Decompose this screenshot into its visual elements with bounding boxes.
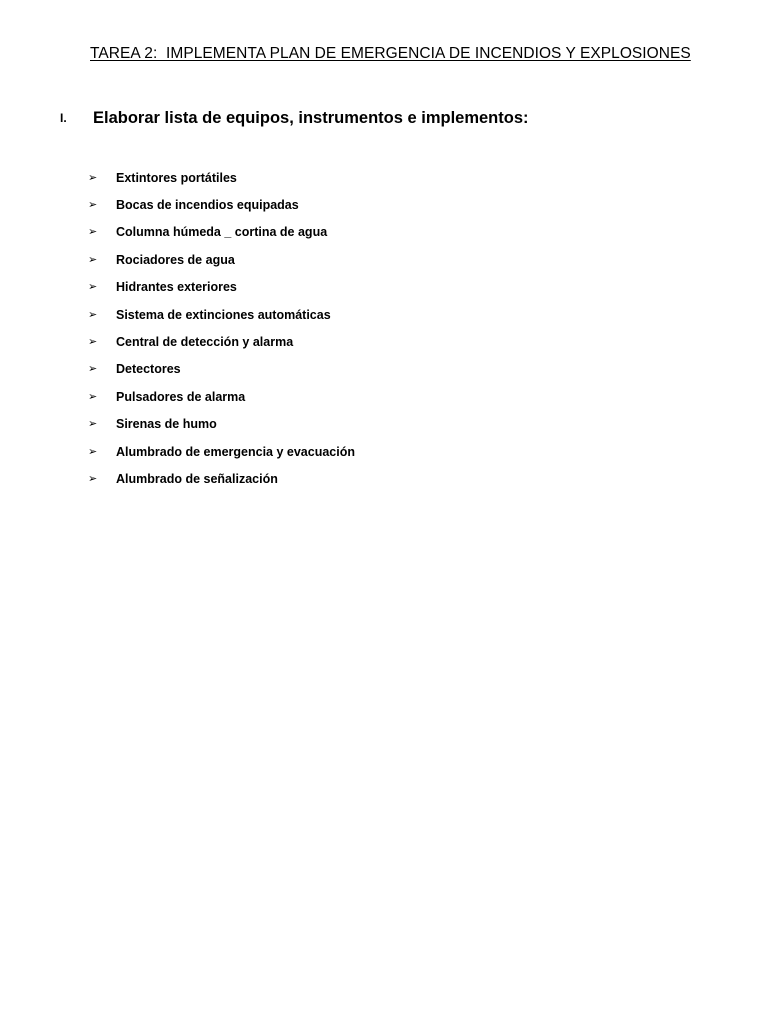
list-item <box>88 219 355 246</box>
document-title: TAREA 2: IMPLEMENTA PLAN DE EMERGENCIA DE INCENDIOS Y EXPLOSIONES <box>90 45 691 62</box>
arrow-bullet-icon: ➢ <box>88 225 98 239</box>
arrow-bullet-icon: ➢ <box>88 471 98 485</box>
list-item <box>88 411 355 438</box>
list-item-label: Hidrantes exteriores <box>116 280 237 295</box>
list-item <box>88 301 355 328</box>
arrow-bullet-icon: ➢ <box>88 389 98 403</box>
arrow-bullet-icon: ➢ <box>88 307 98 321</box>
arrow-bullet-icon: ➢ <box>88 198 98 212</box>
list-item-label: Bocas de incendios equipadas <box>116 198 299 213</box>
list-item-label: Alumbrado de señalización <box>116 471 278 486</box>
arrow-bullet-icon: ➢ <box>88 335 98 349</box>
list-item <box>88 383 355 410</box>
list-item-label: Sirenas de humo <box>116 417 217 432</box>
list-item <box>88 274 355 301</box>
section-heading: Elaborar lista de equipos, instrumentos e implementos: <box>93 109 529 127</box>
list-item-label: Rociadores de agua <box>116 252 235 267</box>
section-number: I. <box>60 111 67 125</box>
list-item <box>88 328 355 355</box>
list-item-label: Pulsadores de alarma <box>116 389 246 404</box>
list-item <box>88 246 355 273</box>
list-item-label: Sistema de extinciones automáticas <box>116 307 331 322</box>
arrow-bullet-icon: ➢ <box>88 444 98 458</box>
arrow-bullet-icon: ➢ <box>88 252 98 266</box>
list-item <box>88 356 355 383</box>
list-item <box>88 465 355 492</box>
list-item <box>88 191 355 218</box>
list-item-label: Alumbrado de emergencia y evacuación <box>116 444 355 459</box>
list-item-label: Extintores portátiles <box>116 170 237 185</box>
list-item <box>88 164 355 191</box>
section-header <box>60 106 529 130</box>
arrow-bullet-icon: ➢ <box>88 362 98 376</box>
list-item-label: Detectores <box>116 362 181 377</box>
arrow-bullet-icon: ➢ <box>88 417 98 431</box>
list-item-label: Columna húmeda _ cortina de agua <box>116 225 328 240</box>
arrow-bullet-icon: ➢ <box>88 170 98 184</box>
list-item-label: Central de detección y alarma <box>116 335 294 350</box>
list-item <box>88 438 355 465</box>
arrow-bullet-icon: ➢ <box>88 280 98 294</box>
equipment-list <box>88 164 355 493</box>
